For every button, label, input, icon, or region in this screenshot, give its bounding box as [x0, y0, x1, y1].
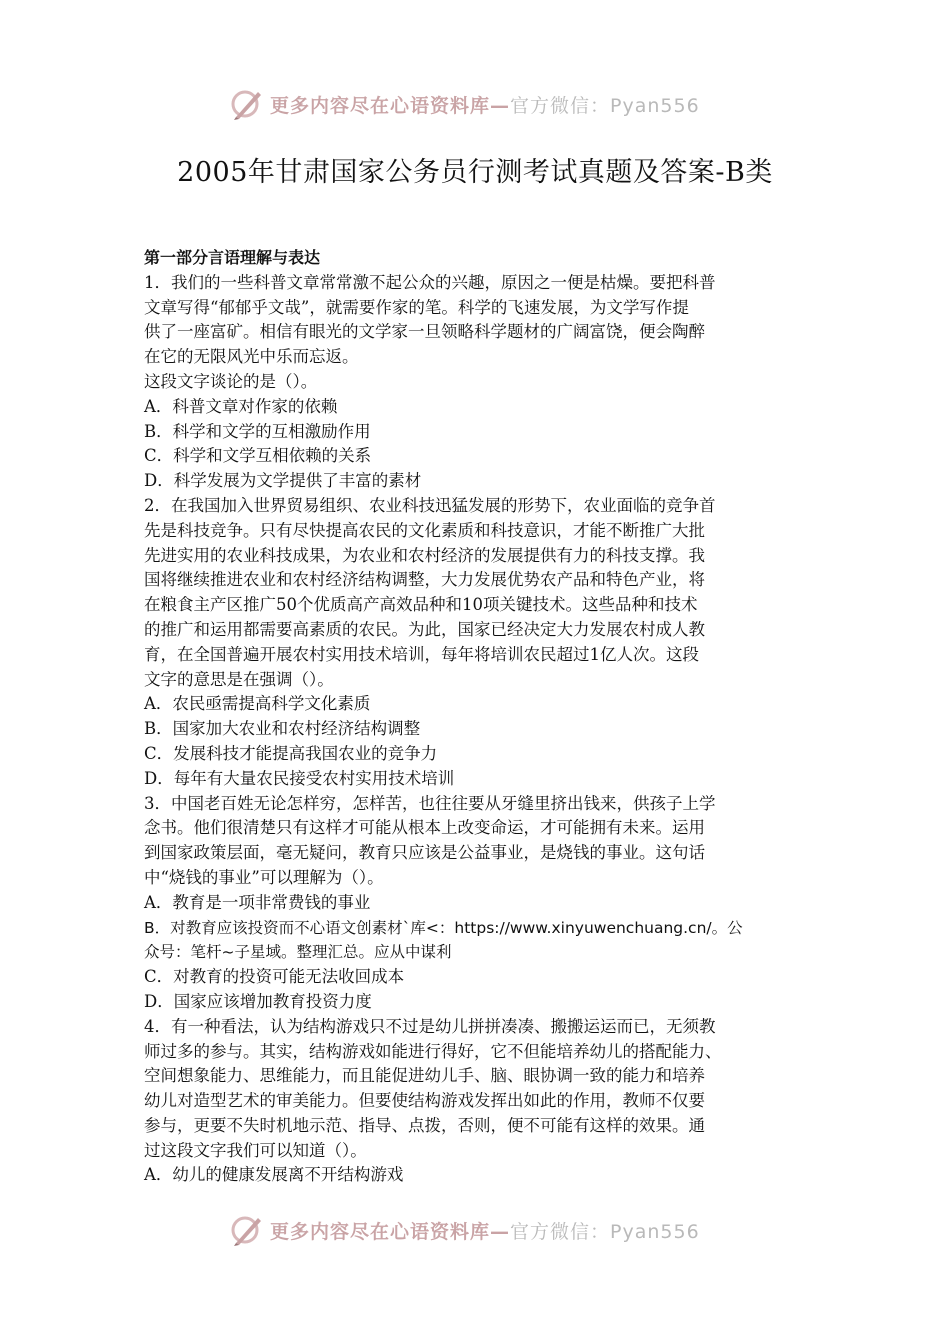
text-line: 的推广和运用都需要高素质的农民。为此，国家已经决定大力发展农村成人教 — [144, 619, 705, 639]
text-line: A．教育是一项非常费钱的事业 — [144, 892, 371, 912]
text-line: 1．我们的一些科普文章常常激不起公众的兴趣，原因之一便是枯燥。要把科普 — [144, 272, 716, 292]
text-line: A．农民亟需提高科学文化素质 — [144, 694, 371, 714]
section-title: 第一部分言语理解与表达 — [144, 248, 321, 267]
text-line: 先进实用的农业科技成果，为农业和农村经济的发展提供有力的科技支撑。我 — [144, 545, 705, 565]
text-line: 在粮食主产区推广50个优质高产高效品种和10项关键技术。这些品种和技术 — [144, 595, 698, 615]
text-line: 这段文字谈论的是（）。 — [144, 371, 318, 391]
text-line: 国将继续推进农业和农村经济结构调整，大力发展优势农产品和特色产业，将 — [144, 570, 705, 590]
text-line: 师过多的参与。其实，结构游戏如能进行得好，它不但能培养幼儿的搭配能力、 — [144, 1041, 722, 1061]
text-line: 众号：笔杆~子星域。整理汇总。应从中谋利 — [144, 943, 452, 962]
text-line: 到国家政策层面，毫无疑问，教育只应该是公益事业，是烧钱的事业。这句话 — [144, 843, 705, 863]
text-line: 幼儿对造型艺术的审美能力。但要使结构游戏发挥出如此的作用，教师不仅要 — [144, 1091, 705, 1111]
text-line: A．幼儿的健康发展离不开结构游戏 — [144, 1165, 404, 1185]
pen-logo-icon — [230, 1213, 264, 1247]
text-line: D．国家应该增加教育投资力度 — [144, 991, 372, 1011]
page-title: 2005年甘肃国家公务员行测考试真题及答案-B类 — [177, 157, 773, 188]
text-line: D．科学发展为文学提供了丰富的素材 — [144, 471, 422, 491]
text-line: 参与，更要不失时机地示范、指导、点拨，否则，便不可能有这样的效果。通 — [144, 1115, 705, 1135]
text-line: 2．在我国加入世界贸易组织、农业科技迅猛发展的形势下，农业面临的竞争首 — [144, 495, 716, 515]
text-line: 文章写得“郁郁乎文哉”，就需要作家的笔。科学的飞速发展，为文学写作提 — [144, 297, 689, 317]
banner-text: 更多内容尽在心语资料库—官方微信：Pyan556 — [270, 94, 700, 117]
document-body — [144, 246, 814, 1188]
text-line: 文字的意思是在强调（）。 — [144, 669, 334, 689]
text-line: A．科普文章对作家的依赖 — [144, 396, 338, 416]
text-line: 供了一座富矿。相信有眼光的文学家一旦领略科学题材的广阔富饶，便会陶醉 — [144, 322, 705, 342]
text-line: C．对教育的投资可能无法收回成本 — [144, 967, 405, 987]
text-line: B．国家加大农业和农村经济结构调整 — [144, 719, 421, 739]
footer-banner — [230, 1210, 750, 1250]
text-line: B．对教育应该投资而不心语文创素材`库<：https://www.xinyuwenchuang.cn/。公 — [144, 918, 743, 937]
question-block-2 — [144, 965, 814, 1188]
text-line: C．科学和文学互相依赖的关系 — [144, 446, 372, 466]
text-line: 空间想象能力、思维能力，而且能促进幼儿手、脑、眼协调一致的能力和培养 — [144, 1066, 705, 1086]
text-line: 中“烧钱的事业”可以理解为（）。 — [144, 867, 384, 887]
text-line: 先是科技竞争。只有尽快提高农民的文化素质和科技意识，才能不断推广大批 — [144, 520, 705, 540]
banner-text: 更多内容尽在心语资料库—官方微信：Pyan556 — [270, 1220, 700, 1243]
text-line: 在它的无限风光中乐而忘返。 — [144, 347, 359, 367]
text-line: 3．中国老百姓无论怎样穷，怎样苦，也往往要从牙缝里挤出钱来，供孩子上学 — [144, 793, 716, 813]
text-line: C．发展科技才能提高我国农业的竞争力 — [144, 743, 438, 763]
text-line: 育，在全国普遍开展农村实用技术培训，每年将培训农民超过1亿人次。这段 — [144, 644, 699, 664]
text-line: 念书。他们很清楚只有这样才可能从根本上改变命运，才可能拥有未来。运用 — [144, 818, 705, 838]
pen-logo-icon — [230, 87, 264, 121]
text-line: D．每年有大量农民接受农村实用技术培训 — [144, 768, 455, 788]
text-line: 过这段文字我们可以知道（）。 — [144, 1140, 367, 1160]
question-block-1 — [144, 271, 814, 916]
header-banner — [230, 84, 750, 124]
text-line: 4．有一种看法，认为结构游戏只不过是幼儿拼拼凑凑、搬搬运运而已，无须教 — [144, 1016, 716, 1036]
text-line: B．科学和文学的互相激励作用 — [144, 421, 371, 441]
